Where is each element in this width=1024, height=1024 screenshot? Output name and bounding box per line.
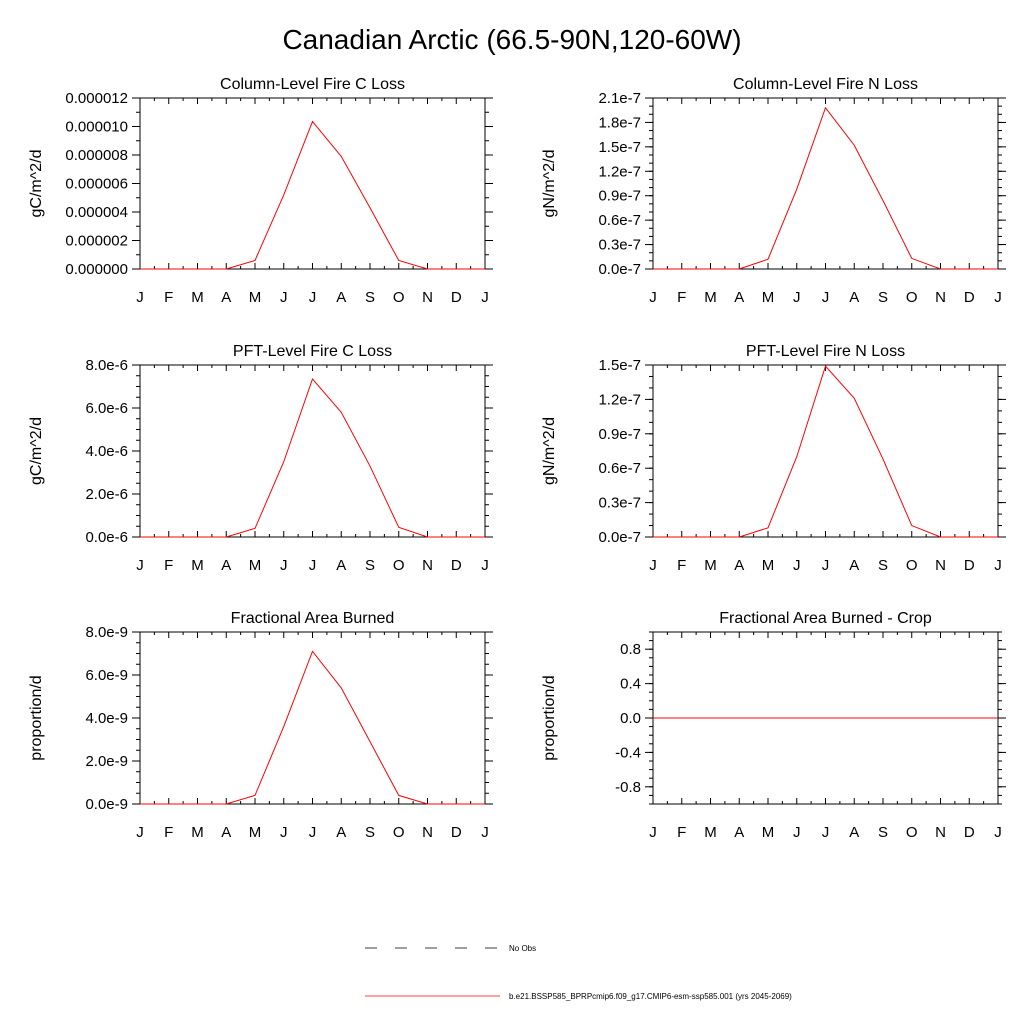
- x-tick-label: M: [191, 289, 204, 306]
- x-tick-label: A: [221, 824, 232, 841]
- x-tick-label: J: [994, 289, 1002, 306]
- series-line: [653, 366, 998, 537]
- y-tick-label: 8.0e-9: [85, 624, 128, 641]
- y-axis-label: gC/m^2/d: [28, 149, 45, 218]
- x-tick-label: A: [221, 289, 232, 306]
- x-tick-label: D: [450, 557, 462, 574]
- x-tick-label: A: [336, 557, 347, 574]
- x-tick-label: J: [136, 824, 144, 841]
- y-tick-label: 1.2e-7: [598, 163, 641, 181]
- x-tick-label: J: [821, 557, 830, 574]
- x-tick-label: M: [704, 824, 717, 841]
- x-tick-label: J: [481, 824, 489, 841]
- x-tick-label: D: [450, 289, 462, 306]
- x-tick-label: O: [392, 557, 405, 574]
- chart-title: PFT-Level Fire C Loss: [232, 343, 393, 360]
- y-tick-label: 0.000008: [65, 147, 128, 164]
- x-tick-label: J: [308, 824, 317, 841]
- x-tick-label: A: [849, 824, 860, 841]
- y-tick-label: 0.6e-7: [598, 212, 641, 230]
- y-tick-label: 0.0e-7: [598, 261, 641, 278]
- y-tick-label: -0.8: [615, 778, 641, 796]
- y-tick-label: 4.0e-6: [85, 443, 128, 460]
- x-tick-label: J: [280, 557, 288, 574]
- y-tick-label: 0.3e-7: [598, 236, 641, 254]
- y-tick-label: 0.000010: [65, 118, 128, 136]
- x-tick-label: M: [761, 289, 775, 306]
- x-tick-label: D: [963, 824, 975, 841]
- x-tick-label: J: [136, 557, 144, 574]
- y-tick-label: 6.0e-6: [85, 400, 128, 417]
- x-tick-label: J: [793, 557, 801, 574]
- y-tick-label: 4.0e-9: [85, 710, 128, 727]
- x-tick-label: D: [963, 289, 975, 306]
- y-axis-label: gN/m^2/d: [541, 149, 558, 218]
- y-tick-label: 0.0e-9: [85, 796, 128, 813]
- x-tick-label: J: [308, 289, 317, 306]
- y-tick-label: 0.8: [620, 641, 641, 659]
- x-tick-label: M: [761, 824, 775, 841]
- x-tick-label: J: [136, 289, 144, 306]
- y-tick-label: 6.0e-9: [85, 667, 128, 684]
- y-tick-label: 1.2e-7: [598, 391, 641, 409]
- x-tick-label: J: [481, 289, 489, 306]
- series-line: [653, 108, 998, 269]
- y-tick-label: 2.0e-9: [85, 753, 128, 770]
- chart-panel-6: [541, 610, 1006, 841]
- x-tick-label: N: [935, 557, 946, 574]
- y-axis-label: proportion/d: [541, 675, 558, 761]
- x-tick-label: A: [734, 289, 745, 306]
- x-tick-label: F: [164, 557, 174, 574]
- y-tick-label: 0.0e-6: [85, 529, 128, 546]
- y-tick-label: 0.4: [620, 675, 641, 693]
- x-tick-label: O: [905, 824, 918, 841]
- x-tick-label: J: [280, 824, 288, 841]
- y-tick-label: 0.0e-7: [598, 529, 641, 546]
- x-tick-label: F: [677, 557, 687, 574]
- chart-title: Fractional Area Burned: [230, 610, 395, 627]
- x-tick-label: S: [877, 289, 889, 306]
- chart-title: Fractional Area Burned - Crop: [719, 610, 932, 627]
- chart-panel-3: [28, 343, 493, 574]
- x-tick-label: O: [392, 824, 405, 841]
- page-title: Canadian Arctic (66.5-90N,120-60W): [282, 24, 742, 55]
- chart-title: PFT-Level Fire N Loss: [745, 343, 906, 360]
- x-tick-label: J: [994, 557, 1002, 574]
- x-tick-label: M: [248, 557, 262, 574]
- x-tick-label: A: [734, 824, 745, 841]
- y-axis-label: gC/m^2/d: [28, 417, 45, 485]
- chart-title: Column-Level Fire C Loss: [220, 76, 405, 93]
- x-tick-label: N: [935, 824, 946, 841]
- y-tick-label: 0.000000: [65, 261, 128, 278]
- chart-panel-1: [28, 76, 493, 306]
- y-tick-label: 0.6e-7: [598, 460, 641, 478]
- chart-title: Column-Level Fire N Loss: [733, 76, 918, 93]
- x-tick-label: N: [935, 289, 946, 306]
- x-tick-label: A: [336, 824, 347, 841]
- x-tick-label: N: [422, 824, 433, 841]
- x-tick-label: A: [849, 557, 860, 574]
- plot-frame: [653, 98, 998, 269]
- y-tick-label: 0.000006: [65, 175, 128, 193]
- x-tick-label: J: [649, 557, 657, 574]
- x-tick-label: N: [422, 557, 433, 574]
- x-tick-label: A: [734, 557, 745, 574]
- x-tick-label: M: [704, 557, 717, 574]
- x-tick-label: J: [481, 557, 489, 574]
- x-tick-label: S: [364, 824, 376, 841]
- x-tick-label: J: [280, 289, 288, 306]
- y-tick-label: 1.5e-7: [598, 138, 641, 156]
- y-tick-label: 2.1e-7: [598, 90, 641, 107]
- x-tick-label: F: [677, 824, 687, 841]
- plot-frame: [653, 365, 998, 537]
- x-tick-label: O: [392, 289, 405, 306]
- y-tick-label: 0.000004: [65, 204, 128, 221]
- y-tick-label: 0.3e-7: [598, 494, 641, 512]
- x-tick-label: A: [336, 289, 347, 306]
- x-tick-label: M: [248, 289, 262, 306]
- x-tick-label: F: [164, 289, 174, 306]
- x-tick-label: J: [308, 557, 317, 574]
- x-tick-label: A: [221, 557, 232, 574]
- x-tick-label: N: [422, 289, 433, 306]
- x-tick-label: M: [761, 557, 775, 574]
- y-tick-label: 1.8e-7: [598, 114, 641, 132]
- plot-frame: [140, 98, 485, 269]
- series-line: [140, 122, 485, 269]
- y-tick-label: 0.9e-7: [598, 425, 641, 443]
- y-axis-label: gN/m^2/d: [541, 417, 558, 485]
- x-tick-label: D: [963, 557, 975, 574]
- x-tick-label: M: [191, 824, 204, 841]
- x-tick-label: M: [704, 289, 717, 306]
- plot-frame: [140, 632, 485, 804]
- x-tick-label: S: [364, 289, 376, 306]
- x-tick-label: O: [905, 557, 918, 574]
- y-tick-label: 0.9e-7: [598, 187, 641, 205]
- x-tick-label: J: [793, 824, 801, 841]
- x-tick-label: S: [877, 824, 889, 841]
- chart-panel-2: [541, 76, 1006, 306]
- plot-frame: [140, 365, 485, 537]
- x-tick-label: F: [677, 289, 687, 306]
- x-tick-label: J: [793, 289, 801, 306]
- x-tick-label: S: [877, 557, 889, 574]
- series-line: [140, 651, 485, 804]
- chart-panel-4: [541, 343, 1006, 574]
- x-tick-label: D: [450, 824, 462, 841]
- x-tick-label: M: [248, 824, 262, 841]
- y-tick-label: 0.0: [620, 710, 641, 727]
- x-tick-label: O: [905, 289, 918, 306]
- x-tick-label: J: [649, 824, 657, 841]
- legend-label-model: b.e21.BSSP585_BPRPcmip6.f09_g17.CMIP6-esm-ssp585.001 (yrs 2045-2069): [509, 992, 792, 1001]
- x-tick-label: M: [191, 557, 204, 574]
- legend: [365, 944, 792, 1001]
- x-tick-label: J: [821, 289, 830, 306]
- y-tick-label: 2.0e-6: [85, 486, 128, 503]
- x-tick-label: J: [821, 824, 830, 841]
- y-tick-label: 0.000012: [65, 90, 128, 107]
- y-tick-label: -0.4: [615, 744, 641, 762]
- x-tick-label: A: [849, 289, 860, 306]
- y-tick-label: 0.000002: [65, 232, 128, 250]
- x-tick-label: J: [649, 289, 657, 306]
- x-tick-label: J: [994, 824, 1002, 841]
- y-tick-label: 1.5e-7: [598, 357, 641, 374]
- x-tick-label: S: [364, 557, 376, 574]
- y-tick-label: 8.0e-6: [85, 357, 128, 374]
- chart-panel-5: [28, 610, 493, 841]
- x-tick-label: F: [164, 824, 174, 841]
- legend-label-no-obs: No Obs: [509, 944, 537, 953]
- series-line: [140, 379, 485, 537]
- y-axis-label: proportion/d: [28, 675, 45, 761]
